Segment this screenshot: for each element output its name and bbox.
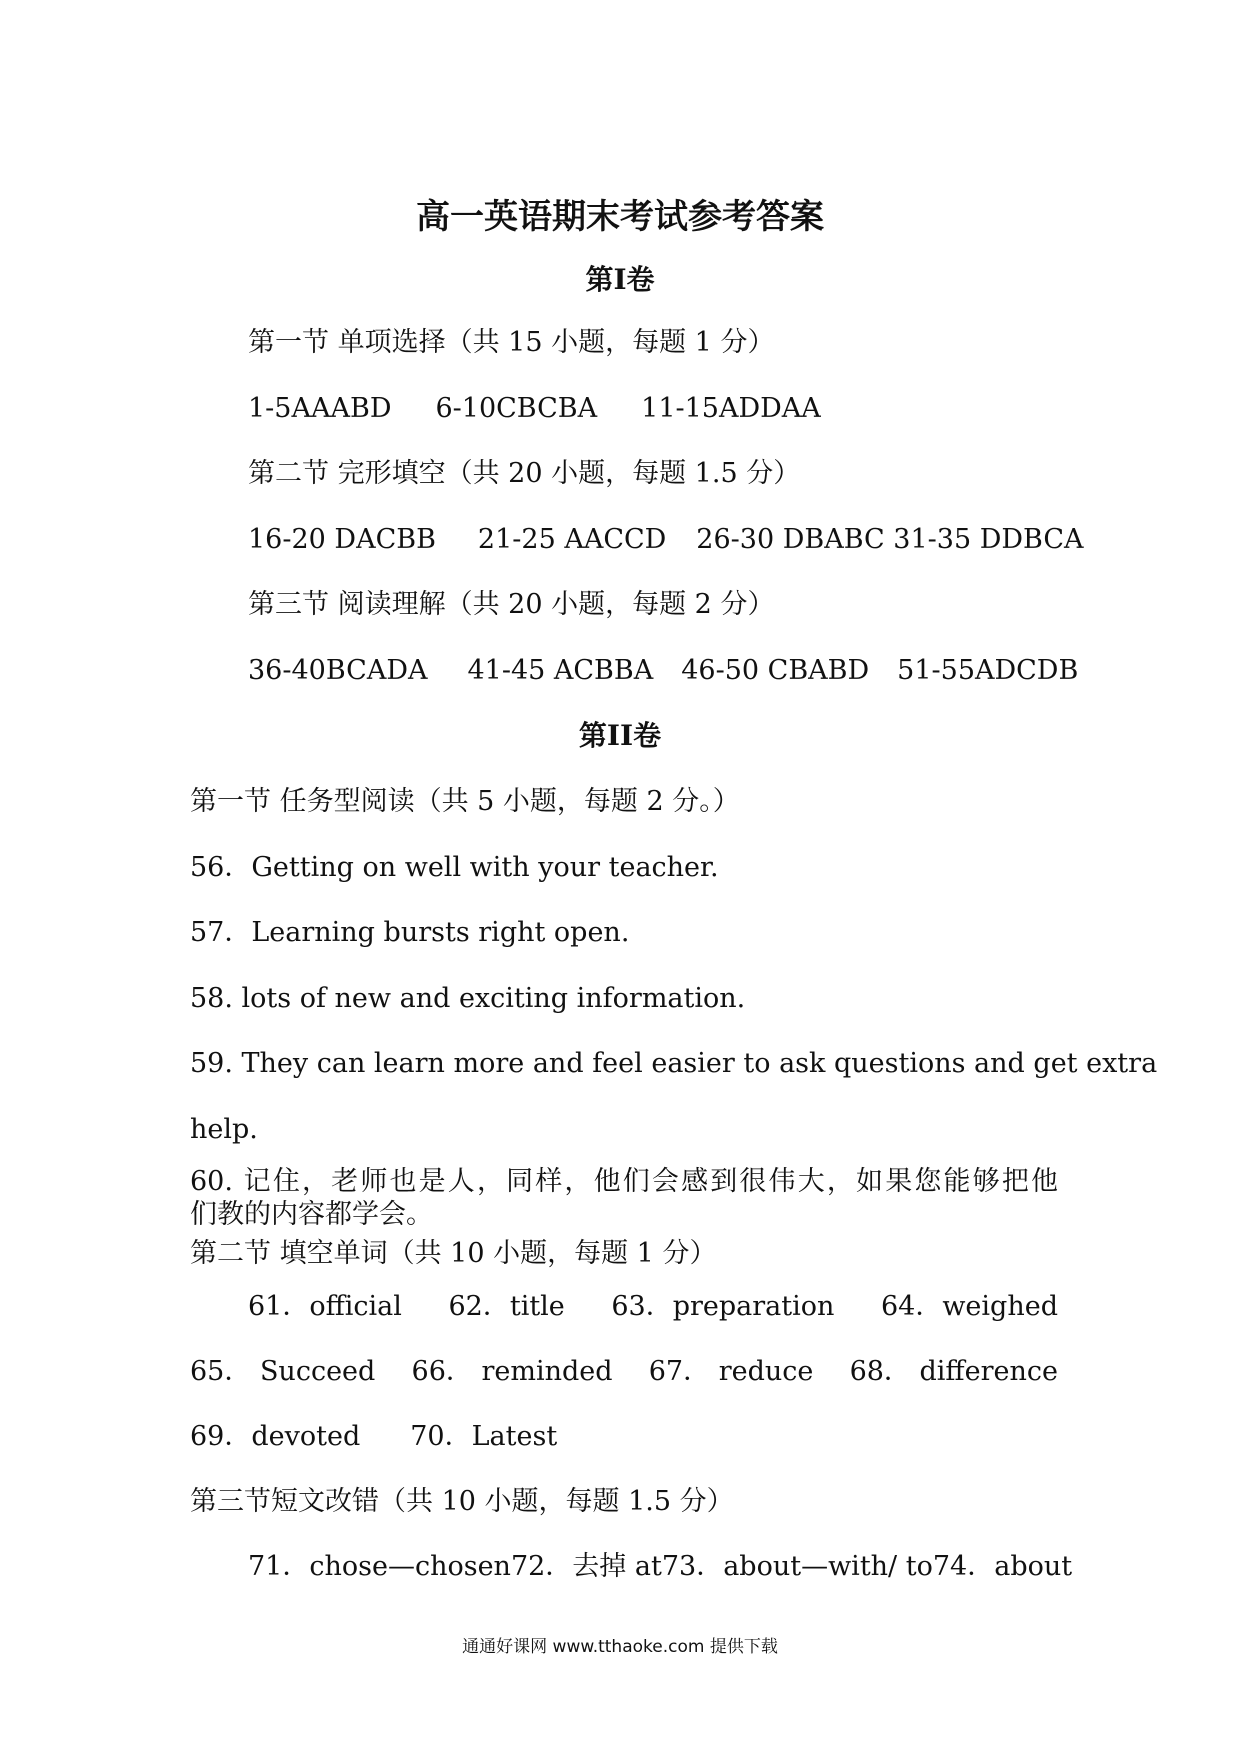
word-answer: 65． Succeed — [190, 1356, 376, 1387]
answer-57: 57．Learning bursts right open. — [190, 917, 630, 948]
answer-56: 56．Getting on well with your teacher. — [190, 852, 719, 883]
answer-group: 46-50 CBABD — [681, 655, 870, 686]
word-answer: 69．devoted — [190, 1421, 361, 1452]
section3-answers — [248, 654, 1078, 688]
page-title: 高一英语期末考试参考答案 — [416, 197, 824, 237]
section3-heading: 第三节 阅读理解（共 20 小题，每题 2 分） — [248, 589, 775, 620]
word-answer: 67． reduce — [648, 1356, 814, 1387]
word-answer: 64．weighed — [880, 1291, 1058, 1322]
answer-58: 58. lots of new and exciting information. — [190, 983, 746, 1014]
word-row-2 — [190, 1355, 1058, 1389]
part-two-heading: 第II卷 — [578, 719, 662, 752]
correction-row — [248, 1550, 1073, 1584]
word-fill-heading: 第二节 填空单词（共 10 小题，每题 1 分） — [190, 1238, 717, 1269]
section2-answers — [248, 523, 1084, 557]
word-answer: 62．title — [448, 1291, 565, 1322]
answer-59-line2: help. — [190, 1114, 258, 1145]
word-answer: 70．Latest — [410, 1421, 558, 1452]
answer-group: 6-10CBCBA — [435, 393, 598, 424]
answer-group: 36-40BCADA — [248, 655, 428, 686]
correction-answer: 71．chose—chosen — [248, 1551, 511, 1582]
section1-heading: 第一节 单项选择（共 15 小题，每题 1 分） — [248, 327, 775, 358]
part-one-heading: 第I卷 — [585, 263, 655, 296]
word-answer: 66． reminded — [411, 1356, 613, 1387]
word-row-3 — [190, 1420, 557, 1454]
answer-60-line1: 60. 记住，老师也是人，同样，他们会感到很伟大，如果您能够把他 — [190, 1166, 1058, 1197]
answer-group: 21-25 AACCD — [477, 524, 667, 555]
correction-answer: 74．about — [932, 1551, 1073, 1582]
answer-group: 41-45 ACBBA — [467, 655, 654, 686]
word-answer: 63．preparation — [611, 1291, 835, 1322]
section2-heading: 第二节 完形填空（共 20 小题，每题 1.5 分） — [248, 458, 801, 489]
answer-group: 51-55ADCDB — [897, 655, 1079, 686]
word-row-1 — [248, 1290, 1058, 1324]
answer-59-line1: 59. They can learn more and feel easier to ask questions and get extra — [190, 1048, 1158, 1079]
correction-answer: 72．去掉 at — [510, 1551, 662, 1582]
task-reading-heading: 第一节 任务型阅读（共 5 小题，每题 2 分。） — [190, 786, 740, 817]
word-answer: 61．official — [248, 1291, 402, 1322]
word-answer: 68． difference — [849, 1356, 1058, 1387]
answer-group: 26-30 DBABC 31-35 DDBCA — [696, 524, 1084, 555]
answer-group: 1-5AAABD — [248, 393, 392, 424]
answer-60-line2: 们教的内容都学会。 — [190, 1199, 433, 1230]
answer-group: 11-15ADDAA — [641, 393, 821, 424]
error-correction-heading: 第三节短文改错（共 10 小题，每题 1.5 分） — [190, 1486, 734, 1517]
section1-answers — [248, 392, 821, 426]
correction-answer: 73．about—with/ to — [661, 1551, 933, 1582]
footer-download-note: 通通好课网 www.tthaoke.com 提供下载 — [462, 1637, 778, 1657]
answer-group: 16-20 DACBB — [248, 524, 436, 555]
